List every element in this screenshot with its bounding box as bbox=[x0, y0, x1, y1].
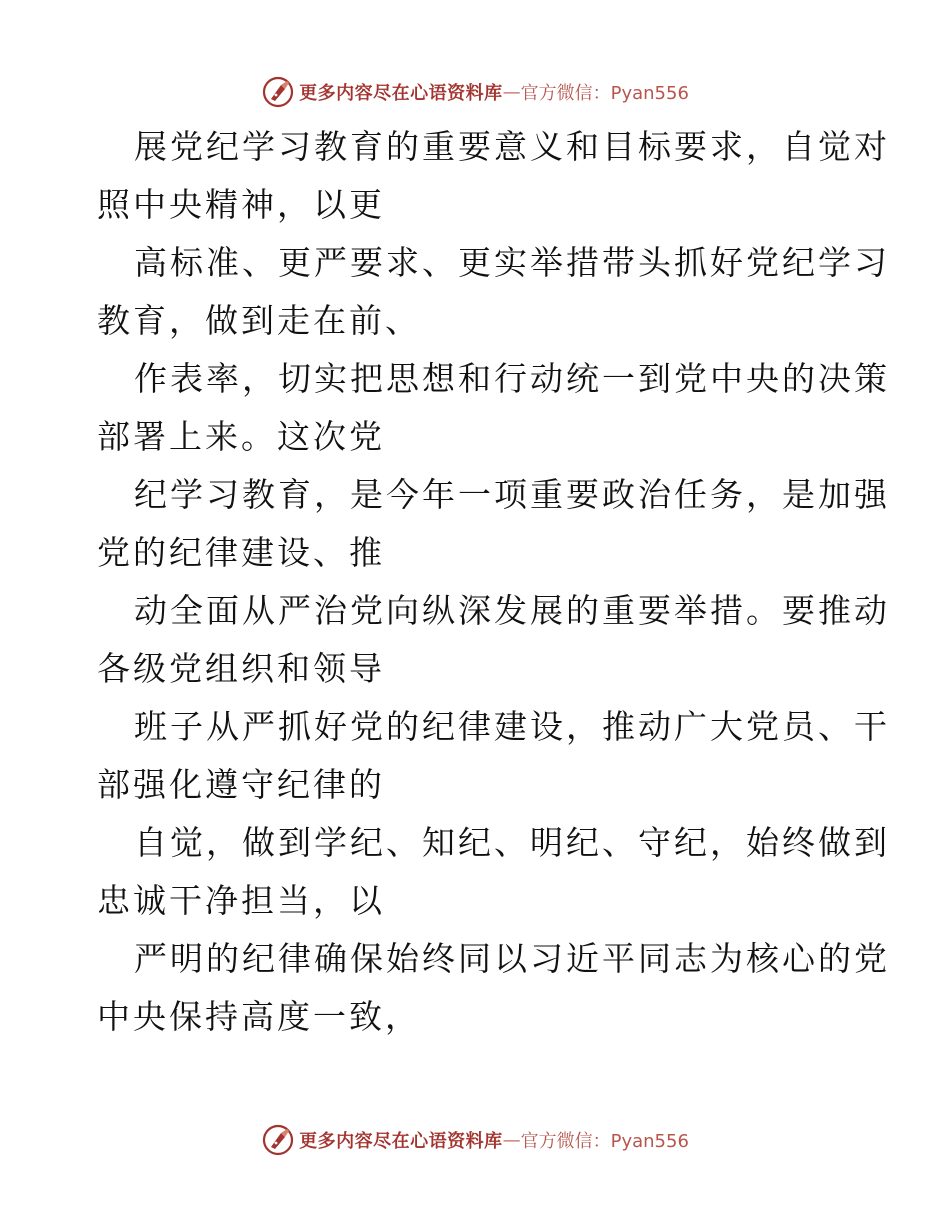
text-line-15: 严明的纪律确保始终同以习近平同志为核心的党 bbox=[134, 939, 890, 978]
pen-nib-logo-icon bbox=[261, 1123, 295, 1157]
text-line-13: 自觉，做到学纪、知纪、明纪、守纪，始终做到 bbox=[134, 823, 890, 862]
text-line-1: 展党纪学习教育的重要意义和目标要求，自觉对 bbox=[134, 127, 890, 166]
text-line-14: 忠诚干净担当，以 bbox=[97, 881, 385, 920]
text-line-6: 部署上来。这次党 bbox=[97, 417, 385, 456]
banner-wechat-handle: 官方微信：Pyan556 bbox=[520, 83, 689, 104]
banner-dash: — bbox=[502, 81, 521, 103]
header-banner bbox=[0, 72, 950, 112]
text-line-4: 教育，做到走在前、 bbox=[97, 301, 421, 340]
banner-dash: — bbox=[502, 1129, 521, 1151]
text-line-10: 各级党组织和领导 bbox=[97, 649, 385, 688]
banner-site-name: 更多内容尽在心语资料库 bbox=[299, 1131, 503, 1152]
text-line-5: 作表率，切实把思想和行动统一到党中央的决策 bbox=[134, 359, 890, 398]
text-line-8: 党的纪律建设、推 bbox=[97, 533, 385, 572]
text-line-11: 班子从严抓好党的纪律建设，推动广大党员、干 bbox=[134, 707, 890, 746]
text-line-12: 部强化遵守纪律的 bbox=[97, 765, 385, 804]
text-line-7: 纪学习教育，是今年一项重要政治任务，是加强 bbox=[134, 475, 890, 514]
pen-nib-logo-icon bbox=[261, 75, 295, 109]
text-line-9: 动全面从严治党向纵深发展的重要举措。要推动 bbox=[134, 591, 890, 630]
text-line-16: 中央保持高度一致， bbox=[97, 997, 421, 1036]
banner-site-name: 更多内容尽在心语资料库 bbox=[299, 83, 503, 104]
text-line-2: 照中央精神，以更 bbox=[97, 185, 385, 224]
footer-banner bbox=[0, 1120, 950, 1160]
text-line-3: 高标准、更严要求、更实举措带头抓好党纪学习 bbox=[134, 243, 890, 282]
banner-wechat-handle: 官方微信：Pyan556 bbox=[520, 1131, 689, 1152]
document-body bbox=[97, 118, 890, 1046]
